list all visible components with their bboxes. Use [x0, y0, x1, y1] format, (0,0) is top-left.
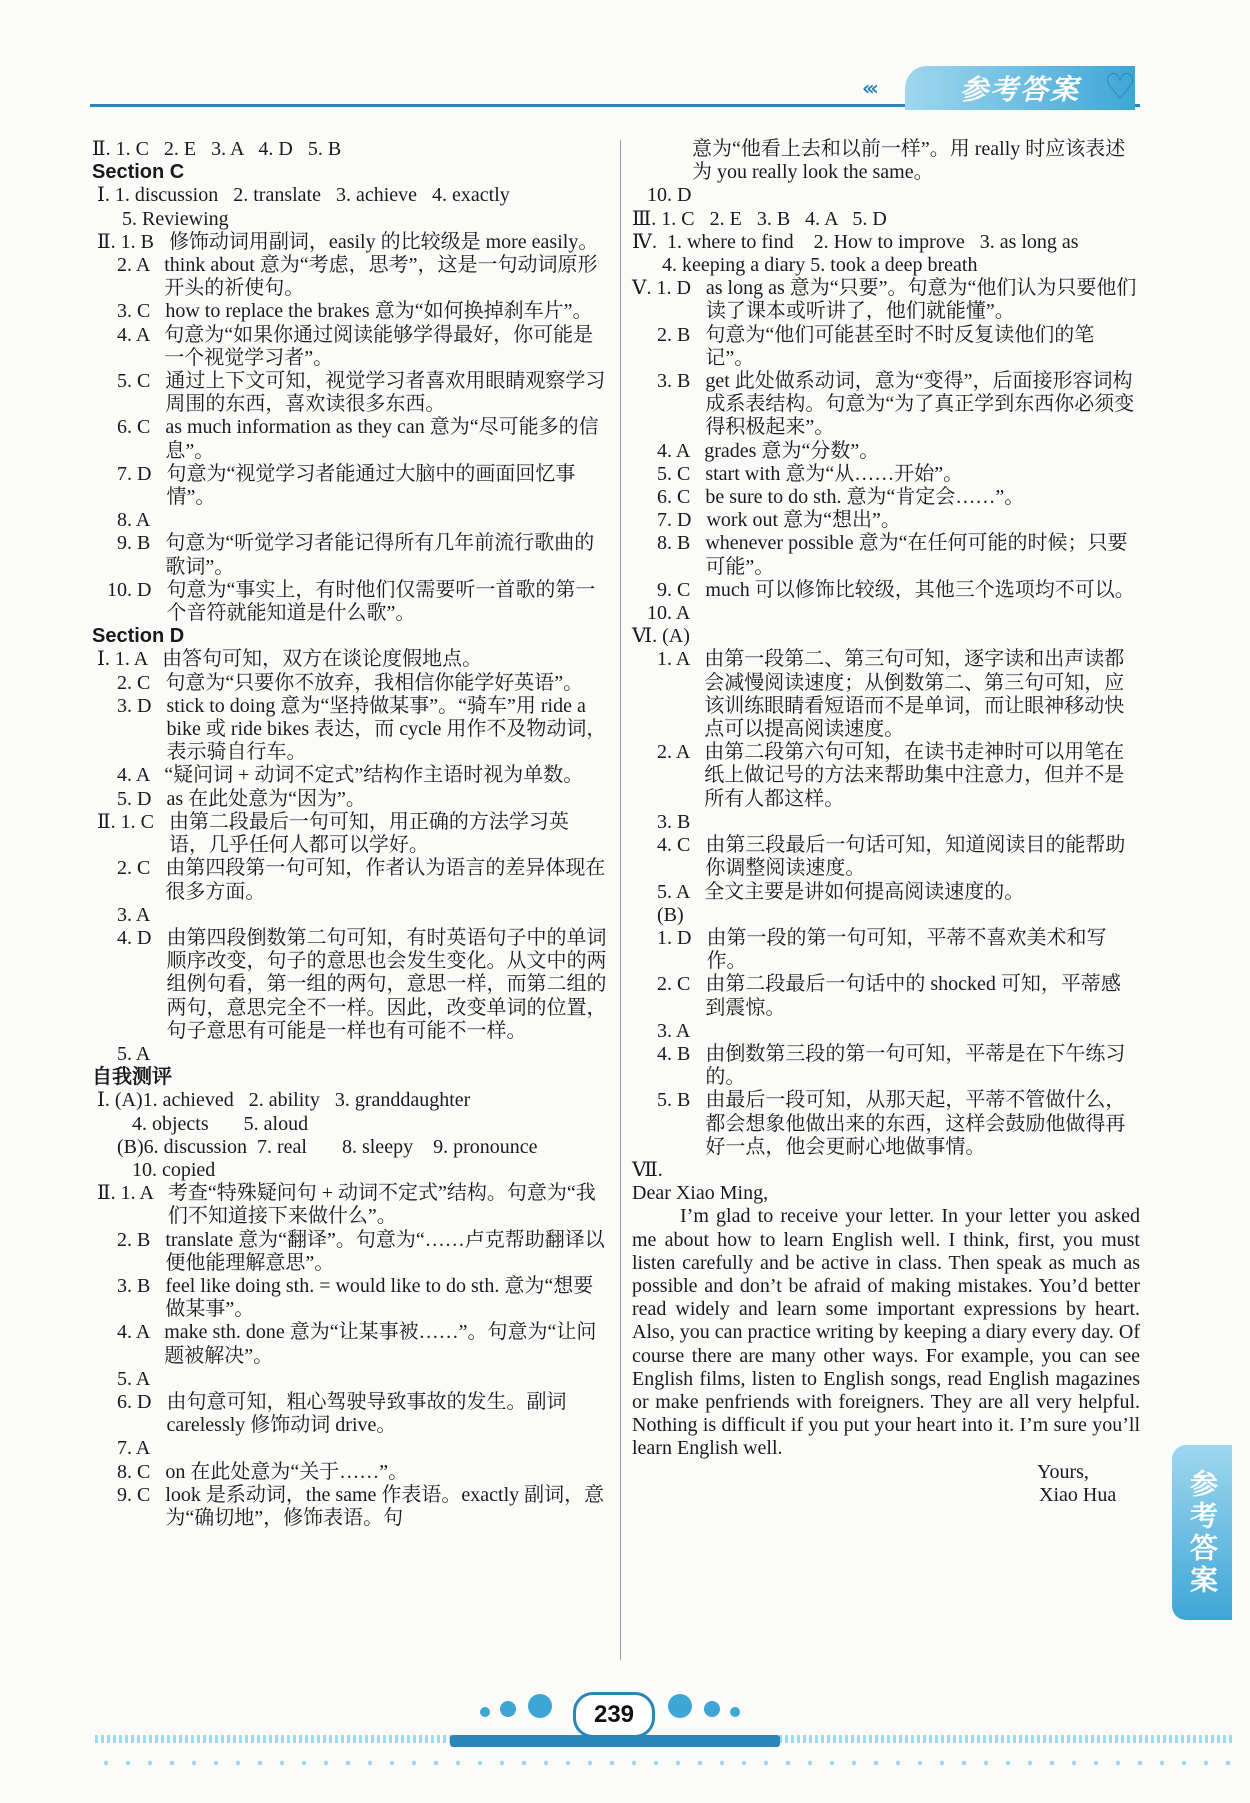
answer-key: Ⅱ. 1. C	[92, 810, 169, 833]
answer-row	[92, 1275, 607, 1321]
answer-key: 5. A	[92, 1367, 151, 1390]
answer-explanation: 句意为“听觉学习者能记得所有几年前流行歌曲的歌词”。	[165, 532, 595, 578]
answer-key: 3. A	[632, 1019, 691, 1042]
answer-row	[92, 324, 607, 370]
answer-key: 10. D	[92, 578, 167, 601]
answer-row	[632, 834, 1140, 880]
answer-key: Ⅱ. 1. C 2. E 3. A 4. D 5. B	[92, 138, 342, 160]
answer-key: 10. A	[632, 602, 691, 625]
dot-icon	[730, 1707, 740, 1717]
answer-key: (B)6. discussion 7. real 8. sleepy 9. pronounce	[92, 1135, 538, 1158]
answer-explanation: on 在此处意为“关于……”。	[165, 1460, 409, 1483]
answer-row	[632, 138, 1140, 184]
answer-row	[92, 927, 607, 1043]
answer-explanation: work out 意为“想出”。	[706, 509, 901, 532]
heart-icon: ♡	[1103, 67, 1137, 108]
answer-row	[92, 579, 607, 625]
answer-key: Ⅶ.	[632, 1158, 663, 1181]
answer-explanation: get 此处做系动词，意为“变得”，后面接形容词构成系表结构。句意为“为了真正学到东西你必须变得积极起来”。	[705, 370, 1135, 439]
answer-key	[632, 138, 692, 161]
answer-key: 8. B	[632, 532, 706, 555]
answer-row	[632, 324, 1140, 370]
answer-key: 5. Reviewing	[92, 207, 229, 230]
letter-signature: Xiao Hua	[1039, 1483, 1117, 1506]
answer-row	[632, 1043, 1140, 1089]
dot-icon	[500, 1701, 516, 1717]
answer-explanation: as long as 意为“只要”。句意为“他们认为只要他们读了课本或听讲了，他们就能懂”。	[705, 277, 1137, 323]
answer-key: 6. C	[92, 416, 166, 439]
section-heading: 自我测评	[92, 1066, 172, 1089]
answer-key: Ⅱ. 1. B	[92, 230, 169, 253]
answer-explanation: 全文主要是讲如何提高阅读速度的。	[704, 880, 1025, 903]
answer-row	[632, 602, 1140, 625]
answer-key: 8. C	[92, 1460, 166, 1483]
answer-row	[92, 370, 607, 416]
answer-explanation: 由第二段最后一句话中的 shocked 可知，平蒂感到震惊。	[705, 973, 1121, 1019]
answer-key: 6. C	[632, 486, 706, 509]
answer-row	[632, 1089, 1140, 1159]
answer-key: 3. C	[92, 300, 166, 323]
answer-key: 7. A	[92, 1437, 151, 1460]
answer-explanation: 句意为“如果你通过阅读能够学得最好，你可能是一个视觉学习者”。	[164, 323, 594, 369]
answer-row	[92, 1321, 607, 1367]
answer-key: Ⅳ. 1. where to find 2. How to improve 3. as long as	[632, 230, 1079, 253]
answer-key: 1. A	[632, 648, 705, 671]
answer-key: Ⅱ. 1. A	[92, 1182, 168, 1205]
answer-key: 4. A	[92, 323, 165, 346]
answer-key: 4. A	[92, 764, 165, 787]
dot-icon	[668, 1694, 692, 1718]
answer-key: 2. C	[92, 671, 166, 694]
answer-row	[632, 277, 1140, 323]
answer-explanation: 句意为“视觉学习者能通过大脑中的画面回忆事情”。	[166, 462, 576, 509]
answer-key: 10. D	[632, 184, 692, 207]
answer-row	[632, 208, 1140, 231]
answer-explanation: 修饰动词用副词，easily 的比较级是 more easily。	[168, 230, 599, 253]
answer-key: 3. B	[632, 370, 706, 393]
answer-row	[632, 579, 1140, 602]
answer-key: Ⅰ. 1. A	[92, 648, 163, 671]
answer-key: Ⅰ. (A)1. achieved 2. ability 3. granddaughter	[92, 1089, 471, 1112]
answer-explanation: 意为“他看上去和以前一样”。用 really 时应该表述为 you really look the same。	[692, 138, 1126, 184]
answer-key: 4. A	[92, 1321, 165, 1344]
dot-icon	[704, 1701, 720, 1717]
answer-key: 8. A	[92, 509, 151, 532]
answer-key: Ⅰ. 1. discussion 2. translate 3. achieve 4. exactly	[92, 184, 510, 207]
answer-key: 10. copied	[92, 1158, 216, 1181]
answer-row	[92, 532, 607, 578]
answer-explanation: “疑问词 + 动词不定式”结构作主语时视为单数。	[164, 764, 584, 787]
answer-row	[632, 440, 1140, 463]
answer-key: 4. objects 5. aloud	[92, 1112, 309, 1135]
answer-explanation: be sure to do sth. 意为“肯定会……”。	[705, 486, 1025, 509]
answer-explanation: as much information as they can 意为“尽可能多的信息”。	[165, 416, 599, 462]
answer-key: 6. D	[92, 1390, 167, 1413]
answer-row	[632, 927, 1140, 973]
answer-row	[92, 509, 607, 532]
left-column	[92, 138, 607, 1530]
answer-explanation: much 可以修饰比较级，其他三个选项均不可以。	[705, 578, 1135, 601]
footer-dots	[95, 1758, 1235, 1768]
answer-explanation: 由第二段最后一句可知，用正确的方法学习英语，几乎任何人都可以学好。	[168, 810, 569, 857]
answer-key: 2. C	[632, 973, 706, 996]
section-heading: Section D	[92, 625, 185, 648]
answer-row	[92, 1368, 607, 1391]
right-column	[632, 138, 1140, 1507]
answer-key: 4. A	[632, 439, 705, 462]
answer-row	[632, 486, 1140, 509]
answer-row	[632, 509, 1140, 532]
answer-key: 4. C	[632, 834, 706, 857]
answer-row	[92, 1182, 607, 1228]
answer-row	[92, 184, 607, 207]
answer-explanation: 由句意可知，粗心驾驶导致事故的发生。副词 carelessly 修饰动词 drive。	[166, 1390, 567, 1437]
answer-explanation: make sth. done 意为“让某事被……”。句意为“让问题被解决”。	[164, 1321, 597, 1367]
answer-explanation: stick to doing 意为“坚持做某事”。“骑车”用 ride a bike 或 ride bikes 表达，而 cycle 用作不及物动词，表示骑自行车。	[166, 694, 607, 764]
answer-explanation: 由第四段倒数第二句可知，有时英语句子中的单词顺序改变，句子的意思也会发生变化。从文中的两组例句看，第一组的两句，意思一样，而第二组的两句，意思完全不一样。因此，改变单词的位置，句子意思有可能是一样也有可能不一样。	[166, 926, 607, 1042]
answer-key: 2. C	[92, 857, 166, 880]
answer-key: 5. A	[92, 1042, 151, 1065]
answer-explanation: 由第三段最后一句话可知，知道阅读目的能帮助你调整阅读速度。	[705, 834, 1126, 880]
answer-row	[632, 973, 1140, 1019]
answer-key: 3. A	[92, 903, 151, 926]
header-arrows-icon: ‹‹‹	[862, 76, 875, 100]
dot-icon	[528, 1694, 552, 1718]
answer-key: 2. A	[92, 254, 165, 277]
answer-key: 3. B	[92, 1274, 166, 1297]
answer-row	[92, 231, 607, 254]
answer-explanation: 句意为“只要你不放弃，我相信你能学好英语”。	[165, 671, 584, 694]
answer-row	[92, 1484, 607, 1530]
side-tab: 参考答案	[1172, 1445, 1232, 1620]
answer-explanation: how to replace the brakes 意为“如何换掉刹车片”。	[165, 300, 593, 323]
section-heading: Section C	[92, 161, 185, 184]
answer-row	[92, 1113, 607, 1136]
answer-row	[632, 254, 1140, 277]
answer-explanation: 由第二段第六句可知，在读书走神时可以用笔在纸上做记号的方法来帮助集中注意力，但并不是所有人都这样。	[704, 741, 1125, 810]
letter-body: I’m glad to receive your letter. In your letter you asked me about how to learn English well. I think, first, you must listen carefully and be active in class. Then speak as much as possible and don’t be afraid of making mistakes. You’d better read widely and learn some important expressions by heart. Also, you can practice writing by keeping a diary every day. Of course there are many other ways. For example, you can see English films, listen to English songs, read English magazines or make penfriends with foreigners. They are all very helpful. Nothing is difficult if you put your heart into it. I’m sure you’ll learn English well.	[632, 1205, 1140, 1460]
header-title: 参考答案	[905, 66, 1135, 110]
answer-row	[92, 138, 607, 161]
answer-row	[92, 672, 607, 695]
answer-row	[92, 1159, 607, 1182]
answer-row	[92, 904, 607, 927]
answer-explanation: 句意为“事实上，有时他们仅需要听一首歌的第一个音符就能知道是什么歌”。	[166, 578, 596, 625]
answer-key: 2. B	[632, 323, 706, 346]
answer-explanation: 由第四段第一句可知，作者认为语言的差异体现在很多方面。	[165, 857, 606, 903]
answer-row	[92, 695, 607, 765]
answer-key: Ⅲ. 1. C 2. E 3. B 4. A 5. D	[632, 207, 887, 230]
answer-explanation: 由答句可知，双方在谈论度假地点。	[162, 648, 483, 671]
answer-explanation: look 是系动词，the same 作表语。exactly 副词，意为“确切地”，修饰表语。句	[165, 1483, 605, 1529]
page-number: 239	[573, 1692, 655, 1738]
answer-explanation: translate 意为“翻译”。句意为“……卢克帮助翻译以便他能理解意思”。	[165, 1228, 605, 1274]
answer-row	[92, 648, 607, 671]
answer-key: 9. B	[92, 532, 166, 555]
answer-row	[632, 463, 1140, 486]
answer-key: (B)	[632, 903, 684, 926]
answer-row	[632, 904, 1140, 927]
answer-key: 7. D	[632, 509, 707, 532]
answer-explanation: whenever possible 意为“在任何可能的时候；只要可能”。	[705, 532, 1128, 578]
answer-key: 3. B	[632, 810, 691, 833]
answer-row	[92, 254, 607, 300]
answer-key: 4. keeping a diary 5. took a deep breath	[632, 254, 978, 277]
answer-explanation: start with 意为“从……开始”。	[705, 462, 964, 485]
answer-row	[92, 764, 607, 787]
answer-key: 4. D	[92, 926, 167, 949]
answer-explanation: think about 意为“考虑，思考”，这是一句动词原形开头的祈使句。	[164, 254, 598, 300]
answer-key: Ⅴ. 1. D	[632, 277, 706, 300]
answer-explanation: 由第一段的第一句可知，平蒂不喜欢美术和写作。	[706, 926, 1107, 973]
answer-explanation: 考查“特殊疑问句 + 动词不定式”结构。句意为“我们不知道接下来做什么”。	[167, 1182, 596, 1228]
answer-explanation: 通过上下文可知，视觉学习者喜欢用眼睛观察学习周围的东西，喜欢读很多东西。	[165, 370, 606, 416]
answer-row	[632, 881, 1140, 904]
answer-row	[92, 857, 607, 903]
answer-key: Ⅵ. (A)	[632, 625, 690, 648]
answer-row	[632, 231, 1140, 254]
answer-row	[92, 208, 607, 231]
answer-row	[92, 463, 607, 509]
answer-key: 1. D	[632, 926, 707, 949]
answer-key: 4. B	[632, 1042, 706, 1065]
answer-key: 9. C	[632, 578, 706, 601]
answer-explanation: 句意为“他们可能甚至时不时反复读他们的笔记”。	[705, 323, 1095, 369]
answer-key: 5. C	[92, 370, 166, 393]
answer-key: 5. A	[632, 880, 705, 903]
answer-row	[92, 1136, 607, 1159]
answer-key: 5. B	[632, 1089, 706, 1112]
answer-row	[632, 648, 1140, 741]
answer-explanation: 由第一段第二、第三句可知，逐字读和出声读都会减慢阅读速度；从倒数第二、第三句可知，应该训练眼睛看短语而不是单词，而让眼神移动快点可以提高阅读速度。	[704, 648, 1125, 741]
answer-row	[632, 625, 1140, 648]
answer-row	[92, 1461, 607, 1484]
answer-row	[92, 1089, 607, 1112]
answer-row	[632, 811, 1140, 834]
answer-explanation: as 在此处意为“因为”。	[166, 787, 366, 810]
answer-key: 2. A	[632, 741, 705, 764]
answer-key: 7. D	[92, 462, 167, 485]
letter-closing: Yours,	[1037, 1460, 1089, 1483]
answer-row	[92, 1437, 607, 1460]
footer-accent	[450, 1735, 780, 1747]
answer-row	[92, 1229, 607, 1275]
answer-row	[632, 741, 1140, 811]
letter	[632, 1182, 1140, 1507]
answer-explanation: 由倒数第三段的第一句可知，平蒂是在下午练习的。	[705, 1042, 1126, 1089]
column-divider	[620, 140, 621, 1660]
answer-key: 3. D	[92, 694, 167, 717]
answer-explanation: 由最后一段可知，从那天起，平蒂不管做什么，都会想象他做出来的东西，这样会鼓励他做得再好一点，他会更耐心地做事情。	[705, 1089, 1126, 1158]
answer-explanation: feel like doing sth. = would like to do sth. 意为“想要做某事”。	[165, 1274, 594, 1321]
answer-explanation: grades 意为“分数”。	[704, 439, 880, 462]
dot-icon	[480, 1707, 490, 1717]
answer-row	[92, 1043, 607, 1066]
answer-row	[632, 370, 1140, 440]
answer-row	[92, 811, 607, 857]
answer-row	[632, 532, 1140, 578]
answer-row	[92, 416, 607, 462]
answer-row	[632, 1159, 1140, 1182]
letter-greeting: Dear Xiao Ming,	[632, 1182, 769, 1205]
answer-key: 9. C	[92, 1483, 166, 1506]
answer-row	[632, 1020, 1140, 1043]
answer-row	[92, 300, 607, 323]
answer-row	[92, 1391, 607, 1437]
answer-key: 5. C	[632, 462, 706, 485]
answer-key: 2. B	[92, 1228, 166, 1251]
answer-row	[92, 788, 607, 811]
answer-row	[632, 184, 1140, 207]
answer-key: 5. D	[92, 787, 167, 810]
